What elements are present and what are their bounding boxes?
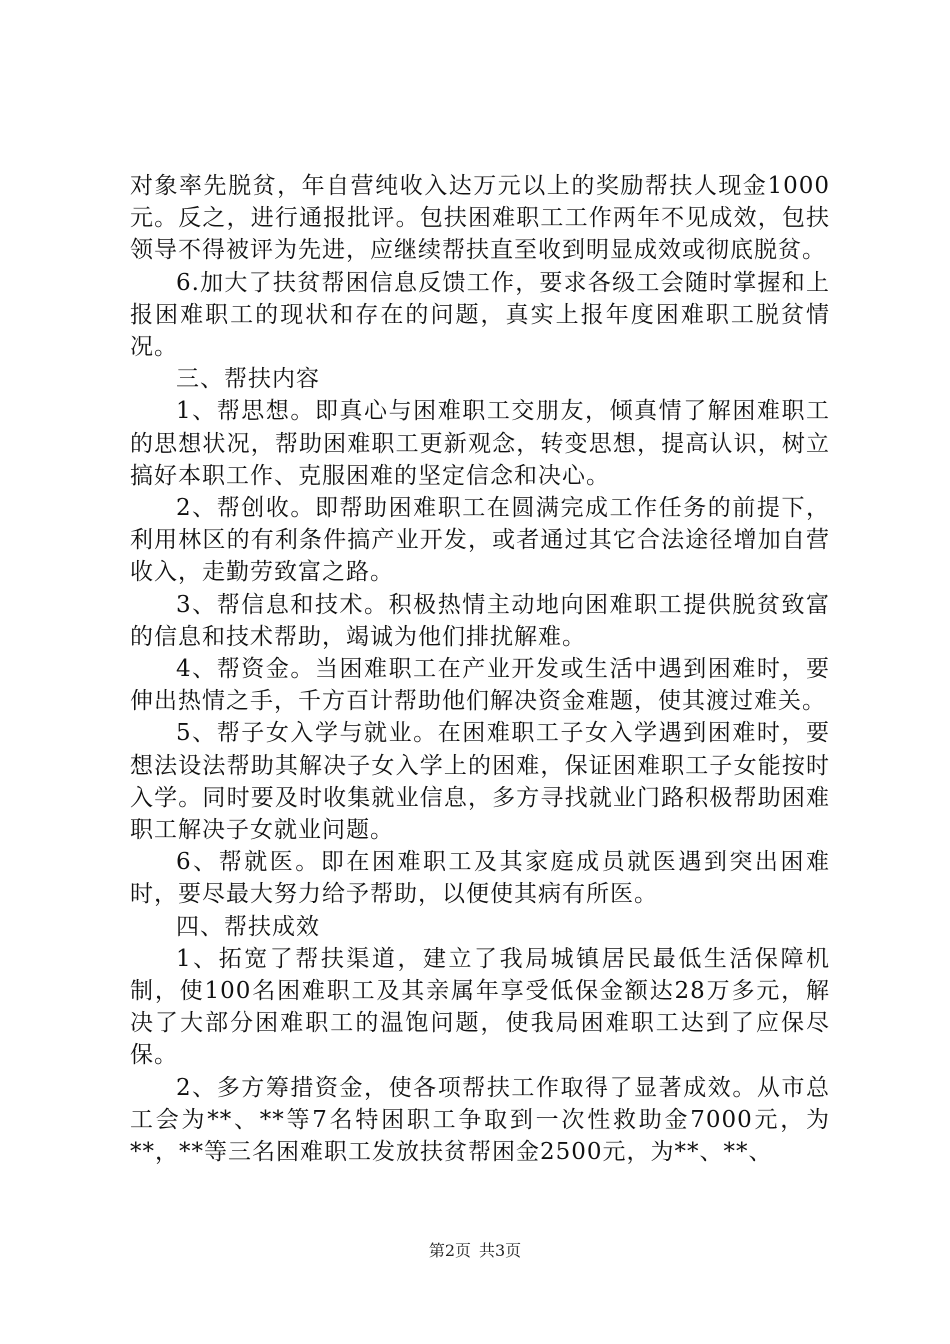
document-body	[130, 170, 830, 1168]
paragraph-result-channels: 1、拓宽了帮扶渠道，建立了我局城镇居民最低生活保障机制，使100名困难职工及其亲属年享受低保金额达28万多元，解决了大部分困难职工的温饱问题，使我局困难职工达到了应保尽保。	[130, 945, 830, 1069]
paragraph-result-funds: 2、多方筹措资金，使各项帮扶工作取得了显著成效。从市总工会为**、**等7名特困职工争取到一次性救助金7000元，为**，**等三名困难职工发放扶贫帮困金2500元，为**、**、	[130, 1074, 830, 1166]
paragraph-item-6-feedback: 6.加大了扶贫帮困信息反馈工作，要求各级工会随时掌握和上报困难职工的现状和存在的问题，真实上报年度困难职工脱贫情况。	[130, 269, 830, 361]
paragraph-help-thought: 1、帮思想。即真心与困难职工交朋友，倾真情了解困难职工的思想状况，帮助困难职工更新观念，转变思想，提高认识，树立搞好本职工作、克服困难的坚定信念和决心。	[130, 398, 830, 489]
page-number: 第2页	[428, 1241, 471, 1260]
page-total: 共3页	[479, 1241, 522, 1260]
paragraph-help-info-tech: 3、帮信息和技术。积极热情主动地向困难职工提供脱贫致富的信息和技术帮助，竭诚为他们排扰解难。	[130, 591, 830, 650]
section-heading-content: 三、帮扶内容	[176, 366, 320, 393]
paragraph-help-medical: 6、帮就医。即在困难职工及其家庭成员就医遇到突出困难时，要尽最大努力给予帮助，以便使其病有所医。	[130, 849, 830, 908]
paragraph-continuation: 对象率先脱贫，年自营纯收入达万元以上的奖励帮扶人现金1000元。反之，进行通报批评。包扶困难职工工作两年不见成效，包扶领导不得被评为先进，应继续帮扶直至收到明显成效或彻底脱贫。	[130, 173, 830, 264]
section-heading-results: 四、帮扶成效	[176, 913, 320, 940]
paragraph-help-education-employment: 5、帮子女入学与就业。在困难职工子女入学遇到困难时，要想法设法帮助其解决子女入学上的困难，保证困难职工子女能按时入学。同时要及时收集就业信息，多方寻找就业门路积极帮助困难职工解决子女就业问题。	[130, 720, 830, 844]
paragraph-help-funds: 4、帮资金。当困难职工在产业开发或生活中遇到困难时，要伸出热情之手，千方百计帮助他们解决资金难题，使其渡过难关。	[130, 656, 830, 715]
paragraph-help-income: 2、帮创收。即帮助困难职工在圆满完成工作任务的前提下，利用林区的有利条件搞产业开发，或者通过其它合法途径增加自营收入，走勤劳致富之路。	[130, 495, 830, 586]
page-footer	[0, 1240, 950, 1262]
